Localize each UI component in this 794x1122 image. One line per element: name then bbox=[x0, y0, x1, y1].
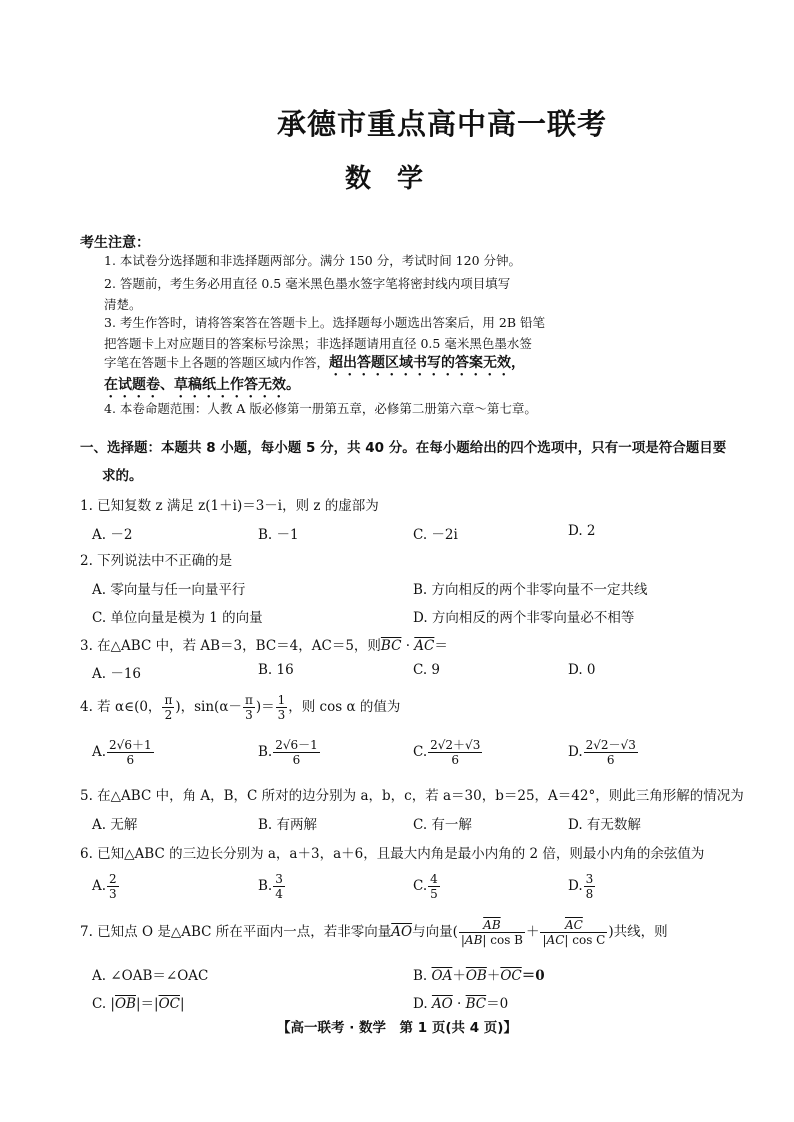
q7-option-b bbox=[413, 964, 545, 984]
q3-option-d: D. 0 bbox=[568, 662, 596, 678]
option-label: D. bbox=[413, 996, 432, 1012]
q7-text-mid: 与向量 bbox=[412, 924, 453, 940]
vector-ao: $\overline{AO}$ bbox=[391, 924, 413, 940]
option-label: A. bbox=[92, 878, 107, 894]
numerator: 4 bbox=[430, 872, 438, 886]
page-footer: 【高一联考 · 数学 第 1 页(共 4 页)】 bbox=[277, 1020, 517, 1036]
open-paren: ( bbox=[452, 924, 458, 940]
q4-interval-open: (0， bbox=[134, 699, 162, 715]
numerator: π bbox=[244, 693, 253, 707]
denominator: 8 bbox=[585, 887, 594, 901]
numerator: 3 bbox=[275, 872, 283, 886]
denominator: 6 bbox=[292, 753, 301, 767]
abs-cos: | cos B bbox=[482, 933, 523, 947]
abs-cos: | cos C bbox=[564, 933, 606, 947]
question-1-stem: 1. 已知复数 z 满足 z(1＋i)＝3－i，则 z 的虚部为 bbox=[80, 498, 379, 514]
option-label: C. | bbox=[92, 996, 115, 1012]
option-label: D. bbox=[568, 878, 583, 894]
question-7-stem bbox=[80, 918, 668, 947]
denominator: 4 bbox=[275, 887, 283, 901]
vector-bc: $\overline{BC}$ bbox=[465, 996, 487, 1012]
option-label: C. bbox=[413, 878, 428, 894]
q3-text: 3. 在△ABC 中，若 AB＝3，BC＝4，AC＝5，则 bbox=[80, 638, 381, 654]
numerator: 2 bbox=[109, 872, 117, 886]
question-4-stem bbox=[80, 693, 400, 722]
vector-bc: $\overline{BC}$ bbox=[380, 638, 402, 654]
notice-item-3-cont-3 bbox=[104, 374, 704, 401]
notice-item-4: 4. 本卷命题范围：人教 A 版必修第一册第五章，必修第二册第六章～第七章。 bbox=[104, 401, 537, 416]
numerator: 3 bbox=[585, 872, 594, 886]
option-fraction bbox=[273, 872, 285, 901]
section-heading-cont: 求的。 bbox=[102, 468, 143, 484]
notice-emphasis: 超出答题区域书写的答案无效， bbox=[329, 355, 526, 371]
q5-option-d: D. 有无数解 bbox=[568, 817, 641, 833]
vector-oa: $\overline{OA}$ bbox=[431, 968, 453, 984]
q3-text-end: ＝ bbox=[434, 638, 448, 654]
q6-option-d bbox=[568, 872, 596, 901]
plus-operator: ＋ bbox=[452, 968, 466, 984]
denominator bbox=[459, 933, 525, 947]
close-paren: ) bbox=[608, 924, 614, 940]
numerator: $\overline{AB}$ bbox=[459, 918, 525, 933]
vector-ab: $\overline{AB}$ bbox=[464, 933, 483, 947]
q4-option-c bbox=[413, 738, 483, 767]
q4-text-end: ，则 cos α 的值为 bbox=[288, 699, 401, 715]
notice-item-3: 3. 考生作答时，请将答案答在答题卡上。选择题每小题选出答案后，用 2B 铅笔 bbox=[104, 315, 545, 330]
plus-operator: ＋ bbox=[486, 968, 501, 984]
denominator: 3 bbox=[109, 887, 117, 901]
vector-oc: $\overline{OC}$ bbox=[500, 968, 522, 984]
notice-text: 字笔在答题卡上各题的答题区域内作答， bbox=[104, 355, 330, 370]
denominator: 3 bbox=[277, 708, 286, 722]
numerator: 2√6＋1 bbox=[109, 738, 152, 752]
denominator: 6 bbox=[451, 753, 460, 767]
q4-option-b bbox=[258, 738, 321, 767]
option-label: A. bbox=[92, 744, 107, 760]
vector-ac: $\overline{AC}$ bbox=[546, 933, 565, 947]
option-fraction bbox=[584, 872, 596, 901]
section-heading: 一、选择题：本题共 8 小题，每小题 5 分，共 40 分。在每小题给出的四个选项中，只有一项是符合题目要 bbox=[80, 440, 727, 456]
q4-sin-arg: (α－ bbox=[214, 699, 242, 715]
option-label: B. bbox=[258, 878, 273, 894]
q6-option-c bbox=[413, 872, 441, 901]
notice-item-1: 1. 本试卷分选择题和非选择题两部分。满分 150 分，考试时间 120 分钟。 bbox=[104, 253, 522, 268]
q7-text: 7. 已知点 O 是△ABC 所在平面内一点，若非零向量 bbox=[80, 924, 392, 940]
q7-option-d bbox=[413, 992, 508, 1012]
q4-equals: )＝ bbox=[255, 699, 275, 715]
notice-item-2: 2. 答题前，考生务必用直径 0.5 毫米黑色墨水签字笔将密封线内项目填写 bbox=[104, 276, 511, 291]
vector-ob: $\overline{OB}$ bbox=[465, 968, 487, 984]
plus-operator: ＋ bbox=[525, 924, 540, 940]
option-fraction bbox=[107, 738, 154, 767]
q6-option-a bbox=[92, 872, 120, 901]
option-label: D. bbox=[568, 744, 583, 760]
dot-operator: · bbox=[452, 996, 466, 1012]
q5-option-a: A. 无解 bbox=[92, 817, 138, 833]
q7-text-end: 共线，则 bbox=[613, 924, 668, 940]
denominator: 6 bbox=[606, 753, 615, 767]
numerator: $\overline{AC}$ bbox=[540, 918, 607, 933]
vector-ac: $\overline{AC}$ bbox=[414, 638, 435, 654]
equals-zero: ＝0 bbox=[486, 996, 509, 1012]
question-3-stem bbox=[80, 634, 448, 654]
numerator: π bbox=[164, 693, 173, 707]
numerator: 2√2＋√3 bbox=[430, 738, 481, 752]
q1-option-d: D. 2 bbox=[568, 523, 596, 539]
vector-ao: $\overline{AO}$ bbox=[431, 996, 453, 1012]
denominator: 6 bbox=[126, 753, 135, 767]
exam-title: 承德市重点高中高一联考 bbox=[276, 107, 607, 141]
question-5-stem: 5. 在△ABC 中，角 A，B，C 所对的边分别为 a，b，c，若 a＝30，b＝25，A＝42°，则此三角形解的情况为 bbox=[80, 788, 744, 804]
q4-option-a bbox=[92, 738, 155, 767]
equals-operator: |＝| bbox=[135, 996, 159, 1012]
q1-option-b: B. －1 bbox=[258, 527, 299, 543]
q7-option-c bbox=[92, 992, 185, 1012]
option-fraction bbox=[107, 872, 119, 901]
q5-option-c: C. 有一解 bbox=[413, 817, 472, 833]
q1-option-c: C. －2i bbox=[413, 527, 458, 543]
q7-option-a: A. ∠OAB＝∠OAC bbox=[92, 968, 209, 984]
option-fraction bbox=[273, 738, 320, 767]
notice-heading: 考生注意： bbox=[80, 235, 150, 251]
equals-zero: ＝0 bbox=[521, 968, 545, 984]
q4-interval-close: )，sin bbox=[175, 699, 215, 715]
numerator: 1 bbox=[277, 693, 286, 707]
option-fraction bbox=[428, 738, 482, 767]
abs-bar: | bbox=[460, 933, 465, 947]
subject-title: 数学 bbox=[344, 164, 449, 194]
option-label: B. bbox=[413, 968, 432, 984]
option-label: C. bbox=[413, 744, 428, 760]
denominator: 5 bbox=[430, 887, 438, 901]
q1-option-a: A. －2 bbox=[92, 527, 133, 543]
fraction-one-third bbox=[276, 693, 288, 722]
question-6-stem: 6. 已知△ABC 的三边长分别为 a，a＋3，a＋6，且最大内角是最小内角的 2 倍，则最小内角的余弦值为 bbox=[80, 846, 705, 862]
vector-oc: $\overline{OC}$ bbox=[158, 996, 180, 1012]
dot-operator: · bbox=[401, 638, 415, 654]
vector-ob: $\overline{OB}$ bbox=[114, 996, 136, 1012]
notice-item-3-cont-1: 把答题卡上对应题目的答案标号涂黑；非选择题请用直径 0.5 毫米黑色墨水签 bbox=[104, 336, 532, 351]
numerator: 2√2－√3 bbox=[585, 738, 636, 752]
q7-fraction-ab bbox=[459, 918, 525, 947]
numerator: 2√6－1 bbox=[275, 738, 318, 752]
q5-option-b: B. 有两解 bbox=[258, 817, 318, 833]
option-fraction bbox=[584, 738, 638, 767]
abs-bar: | bbox=[180, 996, 185, 1012]
q2-option-d: D. 方向相反的两个非零向量必不相等 bbox=[413, 610, 635, 626]
notice-emphasis: 在试题卷、草稿纸上作答无效。 bbox=[104, 377, 300, 393]
denominator: 3 bbox=[245, 708, 253, 722]
denominator: 2 bbox=[164, 708, 173, 722]
q3-option-c: C. 9 bbox=[413, 662, 441, 678]
fraction-pi-over-3 bbox=[243, 693, 255, 722]
notice-item-2-cont: 清楚。 bbox=[104, 297, 142, 312]
q4-option-d bbox=[568, 738, 639, 767]
q2-option-a: A. 零向量与任一向量平行 bbox=[92, 582, 246, 598]
question-2-stem: 2. 下列说法中不正确的是 bbox=[80, 553, 233, 569]
q3-option-a: A. －16 bbox=[92, 666, 142, 682]
fraction-pi-over-2 bbox=[162, 693, 174, 722]
q2-option-c: C. 单位向量是模为 1 的向量 bbox=[92, 610, 263, 626]
denominator bbox=[540, 933, 607, 947]
q7-fraction-ac bbox=[540, 918, 607, 947]
q3-option-b: B. 16 bbox=[258, 662, 294, 678]
q4-text: 4. 若 α∈ bbox=[80, 699, 135, 715]
q6-option-b bbox=[258, 872, 286, 901]
option-fraction bbox=[428, 872, 440, 901]
abs-bar: | bbox=[542, 933, 547, 947]
q2-option-b: B. 方向相反的两个非零向量不一定共线 bbox=[413, 582, 648, 598]
option-label: B. bbox=[258, 744, 273, 760]
